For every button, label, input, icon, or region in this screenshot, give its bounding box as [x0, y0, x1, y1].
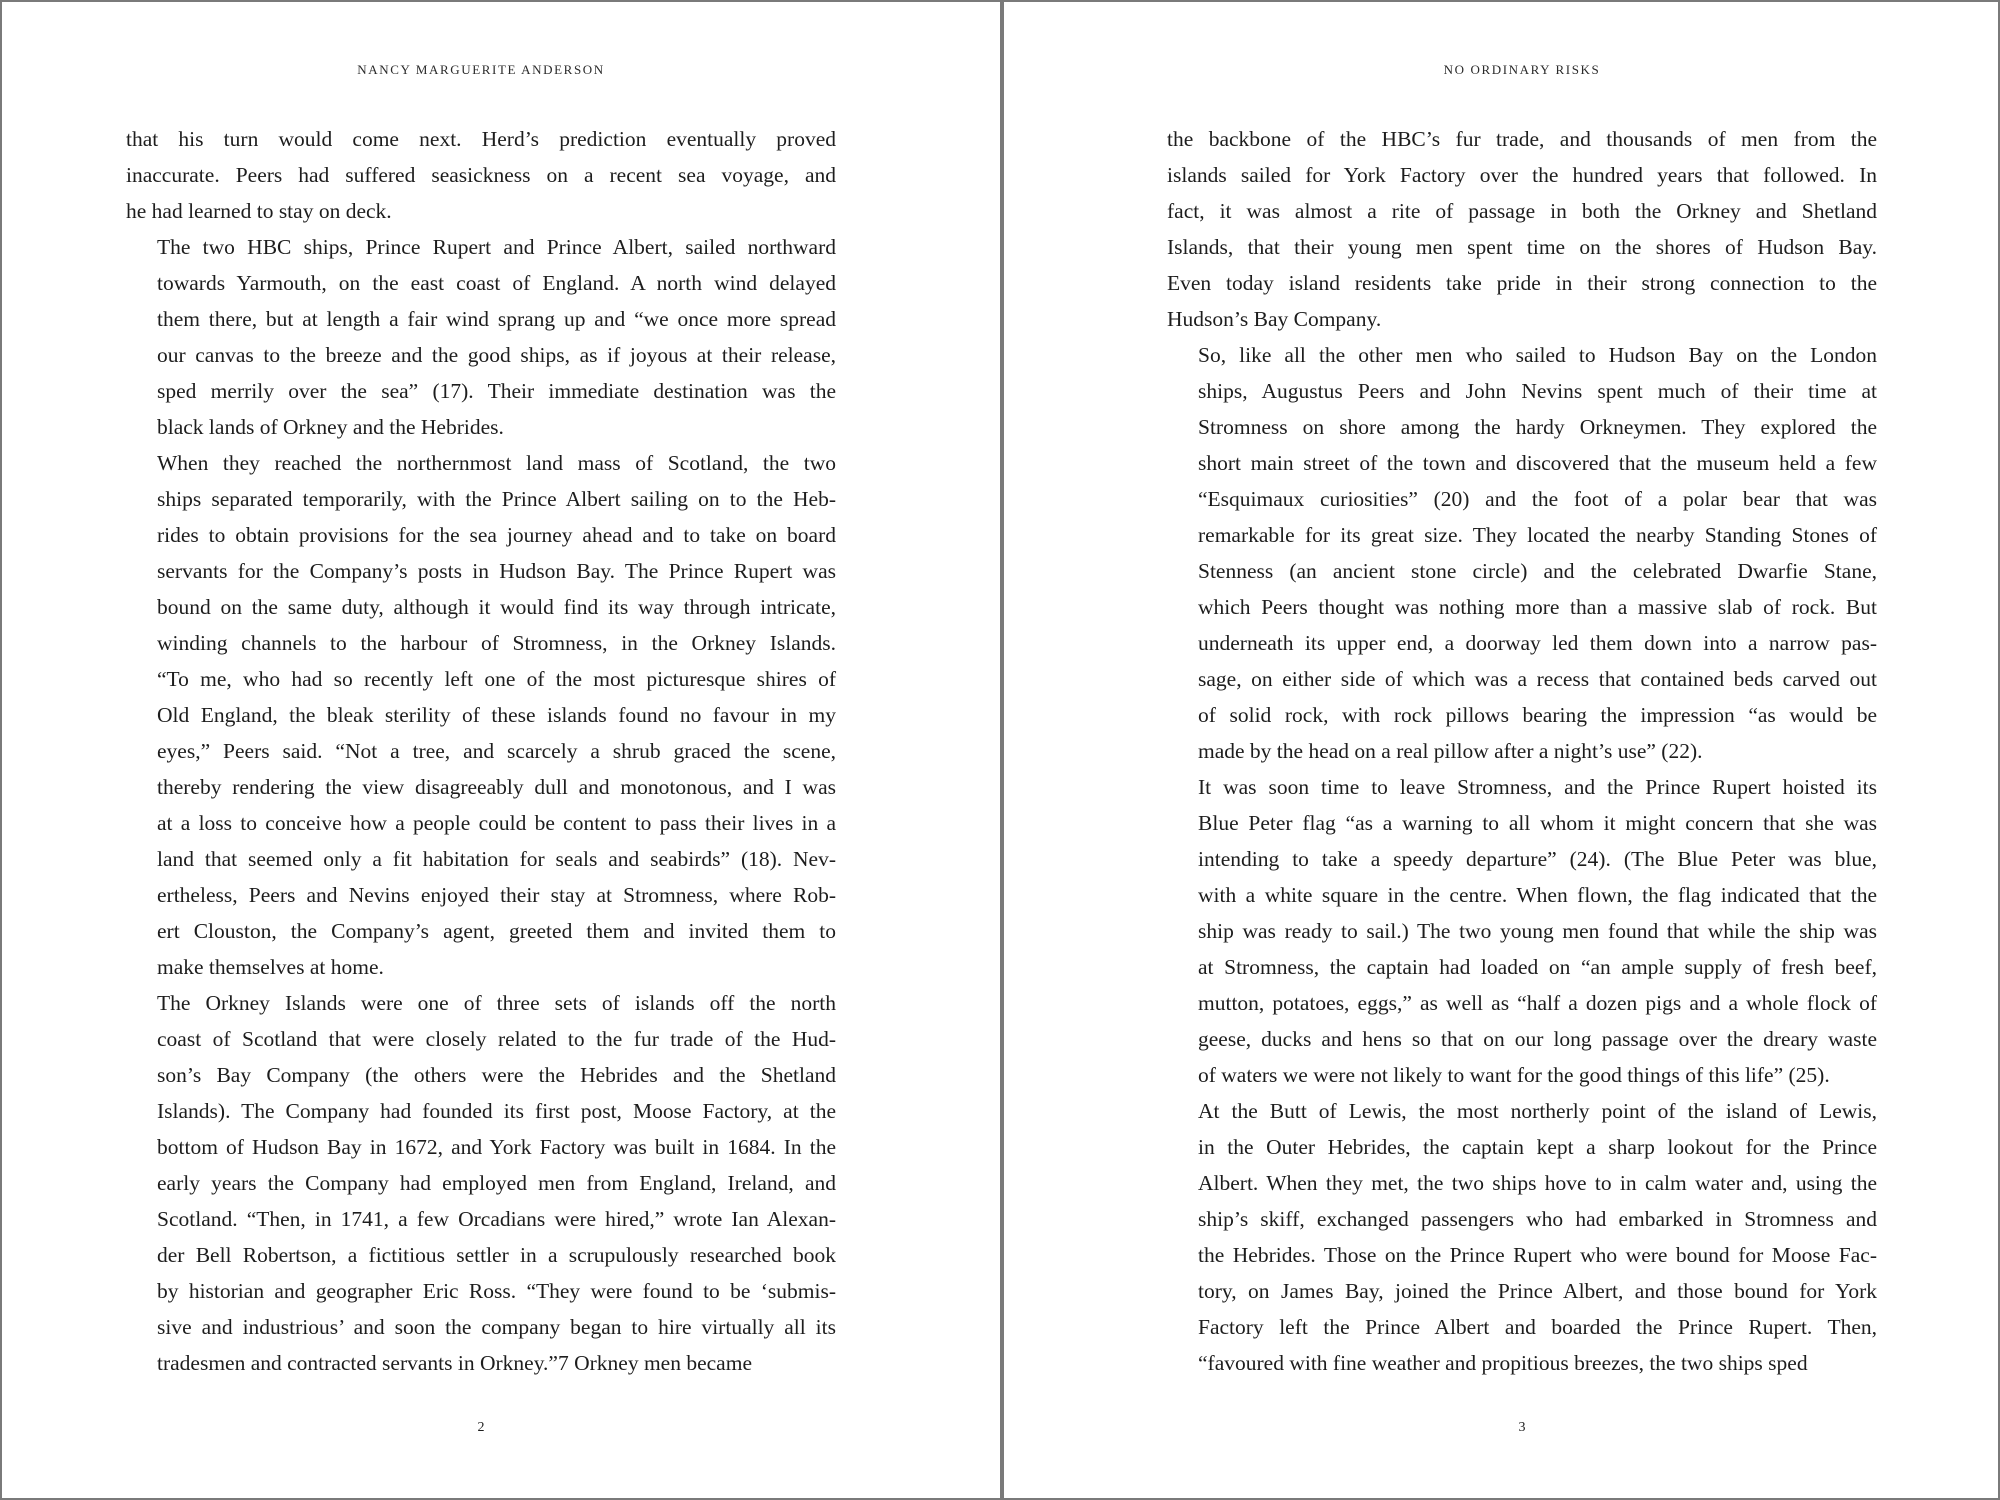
page-number: 2 — [477, 1420, 485, 1435]
paragraph — [1167, 337, 1877, 769]
text-line: ertheless, Peers and Nevins enjoyed their stay at Stromness, where Rob- — [157, 883, 836, 907]
text-line: At the Butt of Lewis, the most northerly point of the island of Lewis, — [1198, 1099, 1877, 1123]
text-line: So, like all the other men who sailed to Hudson Bay on the London — [1198, 343, 1877, 367]
text-line: The two HBC ships, Prince Rupert and Prince Albert, sailed northward — [157, 235, 836, 259]
text-line: fact, it was almost a rite of passage in both the Orkney and Shetland — [1167, 199, 1877, 223]
text-line: inaccurate. Peers had suffered seasickness on a recent sea voyage, and — [126, 163, 836, 187]
paragraph — [126, 445, 836, 985]
text-line: ert Clouston, the Company’s agent, greeted them and invited them to — [157, 919, 836, 943]
text-line: early years the Company had employed men from England, Ireland, and — [157, 1171, 836, 1195]
text-line: Even today island residents take pride in their strong connection to the — [1167, 271, 1877, 295]
text-line: “favoured with fine weather and propitious breezes, the two ships sped — [1198, 1351, 1808, 1375]
text-line: tradesmen and contracted servants in Orkney.”7 Orkney men became — [157, 1351, 752, 1375]
left-page-body — [126, 121, 836, 1381]
text-line: of solid rock, with rock pillows bearing the impression “as would be — [1198, 703, 1877, 727]
text-line: son’s Bay Company (the others were the Hebrides and the Shetland — [157, 1063, 836, 1087]
text-line: Islands, that their young men spent time on the shores of Hudson Bay. — [1167, 235, 1877, 259]
text-line: ships separated temporarily, with the Prince Albert sailing on to the Heb- — [157, 487, 836, 511]
text-line: mutton, potatoes, eggs,” as well as “half a dozen pigs and a whole flock of — [1198, 991, 1877, 1015]
text-line: make themselves at home. — [157, 955, 384, 979]
text-line: which Peers thought was nothing more than a massive slab of rock. But — [1198, 595, 1877, 619]
text-line: “To me, who had so recently left one of the most picturesque shires of — [157, 667, 836, 691]
text-line: Old England, the bleak sterility of these islands found no favour in my — [157, 703, 836, 727]
paragraph — [126, 121, 836, 229]
text-line: sage, on either side of which was a recess that contained beds carved out — [1198, 667, 1877, 691]
text-line: Factory left the Prince Albert and boarded the Prince Rupert. Then, — [1198, 1315, 1877, 1339]
text-line: sive and industrious’ and soon the company began to hire virtually all its — [157, 1315, 836, 1339]
text-line: Scotland. “Then, in 1741, a few Orcadians were hired,” wrote Ian Alexan- — [157, 1207, 836, 1231]
text-line: The Orkney Islands were one of three sets of islands off the north — [157, 991, 836, 1015]
text-line: in the Outer Hebrides, the captain kept a sharp lookout for the Prince — [1198, 1135, 1877, 1159]
paragraph — [1167, 1093, 1877, 1381]
text-line: thereby rendering the view disagreeably dull and monotonous, and I was — [157, 775, 836, 799]
text-line: der Bell Robertson, a fictitious settler in a scrupulously researched book — [157, 1243, 836, 1267]
text-line: servants for the Company’s posts in Hudson Bay. The Prince Rupert was — [157, 559, 836, 583]
text-line: sped merrily over the sea” (17). Their immediate destination was the — [157, 379, 836, 403]
text-line: geese, ducks and hens so that on our long passage over the dreary waste — [1198, 1027, 1877, 1051]
text-line: with a white square in the centre. When flown, the flag indicated that the — [1198, 883, 1877, 907]
text-line: the Hebrides. Those on the Prince Rupert who were bound for Moose Fac- — [1198, 1243, 1877, 1267]
text-line: bound on the same duty, although it would find its way through intricate, — [157, 595, 836, 619]
text-line: coast of Scotland that were closely related to the fur trade of the Hud- — [157, 1027, 836, 1051]
text-line: eyes,” Peers said. “Not a tree, and scarcely a shrub graced the scene, — [157, 739, 836, 763]
text-line: intending to take a speedy departure” (24). (The Blue Peter was blue, — [1198, 847, 1877, 871]
text-line: them there, but at length a fair wind sprang up and “we once more spread — [157, 307, 836, 331]
paragraph — [126, 985, 836, 1381]
text-line: underneath its upper end, a doorway led them down into a narrow pas- — [1198, 631, 1877, 655]
text-line: ships, Augustus Peers and John Nevins spent much of their time at — [1198, 379, 1877, 403]
paragraph — [1167, 121, 1877, 337]
page-number: 3 — [1518, 1420, 1526, 1435]
text-line: by historian and geographer Eric Ross. “They were found to be ‘submis- — [157, 1279, 836, 1303]
text-line: ship’s skiff, exchanged passengers who had embarked in Stromness and — [1198, 1207, 1877, 1231]
text-line: made by the head on a real pillow after a night’s use” (22). — [1198, 739, 1703, 763]
left-page — [2, 2, 1000, 1500]
text-line: Stromness on shore among the hardy Orkneymen. They explored the — [1198, 415, 1877, 439]
running-head-author: NANCY MARGUERITE ANDERSON — [357, 62, 605, 77]
text-line: black lands of Orkney and the Hebrides. — [157, 415, 504, 439]
text-line: islands sailed for York Factory over the hundred years that followed. In — [1167, 163, 1877, 187]
right-page-body — [1167, 121, 1877, 1381]
text-line: Hudson’s Bay Company. — [1167, 307, 1382, 331]
right-page — [1004, 2, 2000, 1500]
text-line: short main street of the town and discovered that the museum held a few — [1198, 451, 1877, 475]
text-line: that his turn would come next. Herd’s prediction eventually proved — [126, 127, 836, 151]
text-line: at Stromness, the captain had loaded on “an ample supply of fresh beef, — [1198, 955, 1877, 979]
text-line: Blue Peter flag “as a warning to all whom it might concern that she was — [1198, 811, 1877, 835]
text-line: remarkable for its great size. They located the nearby Standing Stones of — [1198, 523, 1877, 547]
paragraph — [126, 229, 836, 445]
text-line: bottom of Hudson Bay in 1672, and York Factory was built in 1684. In the — [157, 1135, 836, 1159]
text-line: Islands). The Company had founded its first post, Moose Factory, at the — [157, 1099, 836, 1123]
text-line: towards Yarmouth, on the east coast of England. A north wind delayed — [157, 271, 836, 295]
text-line: land that seemed only a fit habitation for seals and seabirds” (18). Nev- — [157, 847, 836, 871]
text-line: rides to obtain provisions for the sea journey ahead and to take on board — [157, 523, 836, 547]
text-line: our canvas to the breeze and the good ships, as if joyous at their release, — [157, 343, 836, 367]
text-line: winding channels to the harbour of Stromness, in the Orkney Islands. — [157, 631, 836, 655]
text-line: Stenness (an ancient stone circle) and the celebrated Dwarfie Stane, — [1198, 559, 1877, 583]
text-line: tory, on James Bay, joined the Prince Albert, and those bound for York — [1198, 1279, 1877, 1303]
text-line: he had learned to stay on deck. — [126, 199, 392, 223]
text-line: ship was ready to sail.) The two young men found that while the ship was — [1198, 919, 1877, 943]
running-head-title: NO ORDINARY RISKS — [1443, 62, 1601, 77]
text-line: the backbone of the HBC’s fur trade, and thousands of men from the — [1167, 127, 1877, 151]
text-line: of waters we were not likely to want for the good things of this life” (25). — [1198, 1063, 1830, 1087]
paragraph — [1167, 769, 1877, 1093]
text-line: “Esquimaux curiosities” (20) and the foot of a polar bear that was — [1198, 487, 1877, 511]
text-line: at a loss to conceive how a people could be content to pass their lives in a — [157, 811, 836, 835]
text-line: When they reached the northernmost land mass of Scotland, the two — [157, 451, 836, 475]
text-line: Albert. When they met, the two ships hove to in calm water and, using the — [1198, 1171, 1877, 1195]
text-line: It was soon time to leave Stromness, and the Prince Rupert hoisted its — [1198, 775, 1877, 799]
